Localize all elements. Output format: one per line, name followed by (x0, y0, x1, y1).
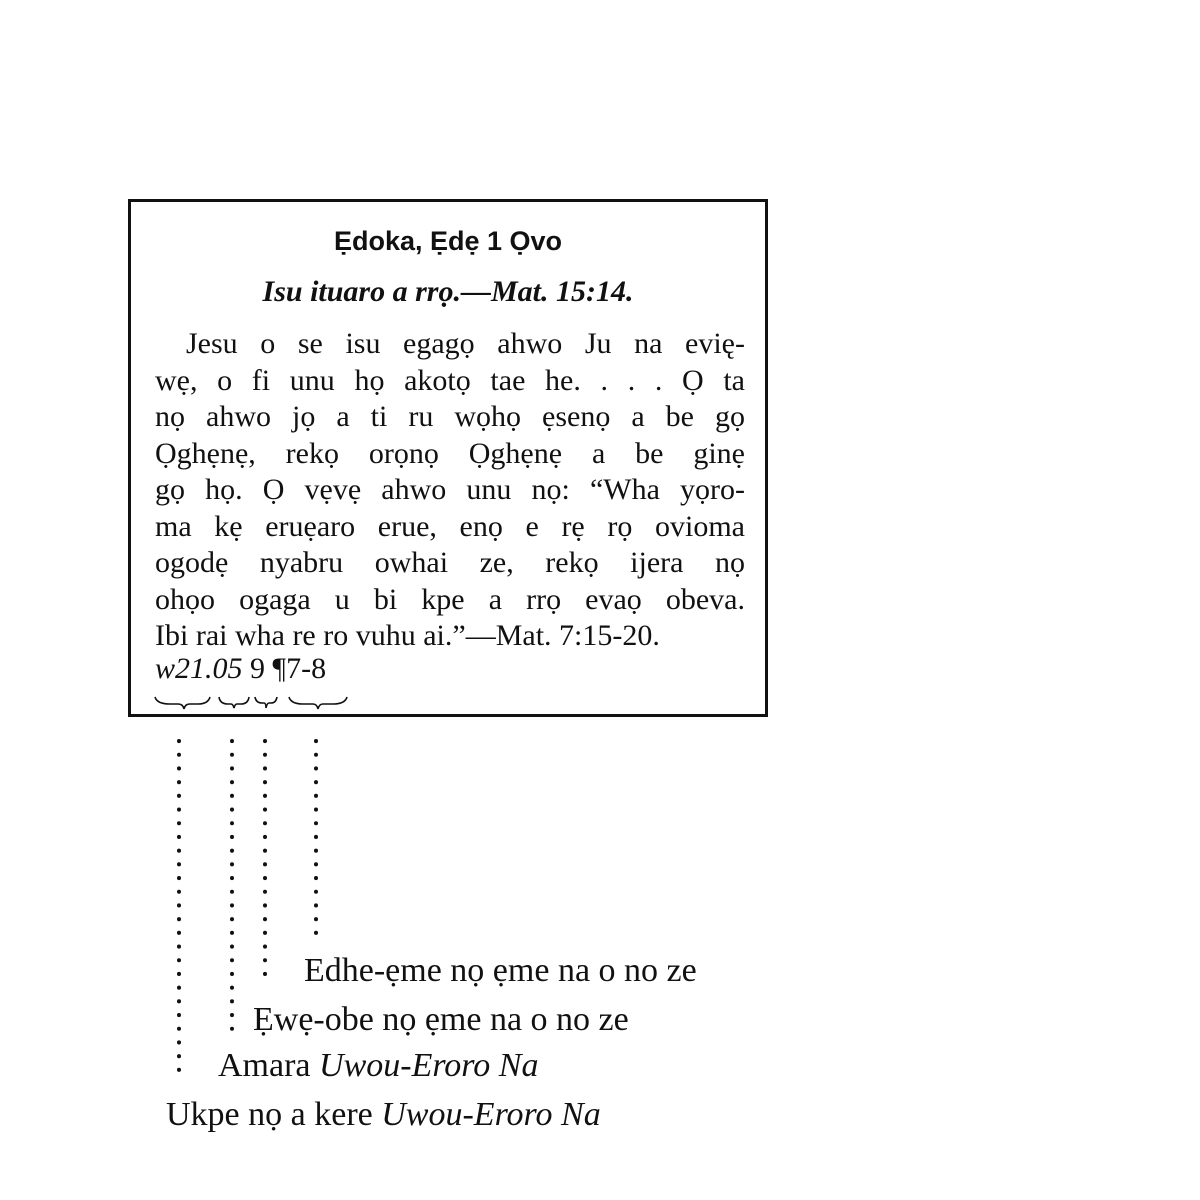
body-line: ma kẹ eruẹaro erue, enọ e rẹ rọ ovioma (155, 509, 745, 543)
reference-publication: w21.05 (155, 652, 243, 685)
legend-publication (166, 1096, 601, 1134)
theme-scripture: Isu ituaro a rrọ.—Mat. 15:14. (262, 275, 634, 308)
legend-publication-prefix: Ukpe nọ a kere (166, 1096, 373, 1133)
body-line: wẹ, o fi unu họ akotọ tae he. . . . Ọ ta (155, 363, 745, 397)
reference-page: 9 (250, 652, 266, 685)
body-line: ohọo ogaga u bi kpe a rrọ evaọ obeva. (155, 582, 745, 616)
reference-paragraphs: ¶7-8 (272, 652, 327, 685)
card-title: Ẹdoka, Ẹdẹ 1 Ọvo (333, 226, 563, 256)
legend-issue (218, 1047, 538, 1085)
body-line: Ọghẹnẹ, rekọ orọnọ Ọghẹnẹ a be ginẹ (155, 436, 745, 470)
body-line: Jesu o se isu egagọ ahwo Ju na evię- (186, 327, 745, 360)
legend-publication-title: Uwou-Eroro Na (381, 1096, 601, 1133)
legend-page: Ẹwẹ-obe nọ ẹme na o no ze (253, 1001, 629, 1038)
body-line: ogodẹ nyabru owhai ze, rekọ ijera nọ (155, 546, 745, 579)
body-line: gọ họ. Ọ vẹvẹ ahwo unu nọ: “Wha yọro- (155, 473, 745, 506)
legend-paragraph: Edhe-ẹme nọ ẹme na o no ze (304, 952, 697, 989)
body-line: Ibi rai wha re ro vuhu ai.”—Mat. 7:15-20. (155, 619, 660, 652)
body-line: nọ ahwo jọ a ti ru wọhọ ẹsenọ a be gọ (155, 400, 745, 433)
legend-issue-prefix: Amara (218, 1047, 311, 1084)
legend-issue-title: Uwou-Eroro Na (319, 1047, 539, 1084)
